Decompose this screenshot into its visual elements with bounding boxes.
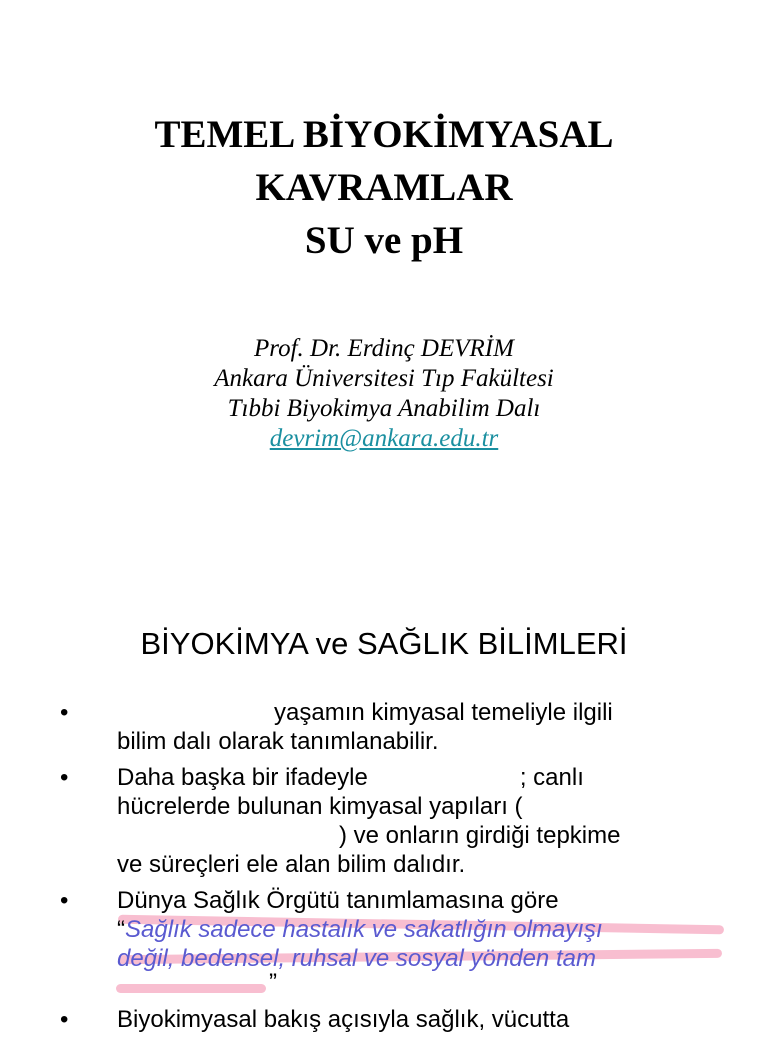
bullet2-line1 <box>117 763 760 792</box>
bullet-item-3 <box>60 886 760 996</box>
bullet3-line1: Dünya Sağlık Örgütü tanımlamasına göre <box>117 887 559 914</box>
bullet4-line1: Biyokimyasal bakış açısıyla sağlık, vücutta <box>117 1006 570 1033</box>
slide2-title: BİYOKİMYA ve SAĞLIK BİLİMLERİ <box>140 626 628 661</box>
bullet2-line1a: Daha başka bir ifadeyle <box>117 764 368 791</box>
title-line-3: SU ve pH <box>304 219 464 262</box>
bullet-list <box>60 698 760 1041</box>
bullet-item-4 <box>60 1005 760 1034</box>
affiliation-department: Tıbbi Biyokimya Anabilim Dalı <box>227 395 541 422</box>
bullet3-quote-line1 <box>117 915 760 944</box>
bullet-marker: • <box>60 887 69 914</box>
affiliation-faculty: Ankara Üniversitesi Tıp Fakültesi <box>214 365 554 392</box>
bullet-item-1 <box>60 698 760 756</box>
bullet-marker: • <box>60 764 69 791</box>
bullet2-line3: ) ve onların girdiği tepkime <box>339 822 621 849</box>
bullet2-line1b: ; canlı <box>519 764 584 791</box>
title-line-2: KAVRAMLAR <box>255 166 513 209</box>
bullet3-quote-line2: değil, bedensel, ruhsal ve sosyal yönden tam <box>117 945 596 972</box>
bullet1-line2: bilim dalı olarak tanımlanabilir. <box>117 728 439 755</box>
email-link[interactable]: devrim@ankara.edu.tr <box>269 425 499 452</box>
quote-text-1: Sağlık sadece hastalık ve sakatlığın olmayışı <box>125 916 603 943</box>
bullet-marker: • <box>60 699 69 726</box>
bullet-marker: • <box>60 1006 69 1033</box>
author-name: Prof. Dr. Erdinç DEVRİM <box>254 335 514 362</box>
title-line-1: TEMEL BİYOKİMYASAL <box>154 113 614 156</box>
author-block <box>0 334 768 454</box>
slide1-title <box>0 108 768 267</box>
bullet1-line1: yaşamın kimyasal temeliyle ilgili <box>274 699 613 726</box>
bullet2-line2: hücrelerde bulunan kimyasal yapıları ( <box>117 793 523 820</box>
open-quote: “ <box>117 916 125 943</box>
bullet-item-2 <box>60 763 760 879</box>
bullet2-line4: ve süreçleri ele alan bilim dalıdır. <box>117 851 466 878</box>
close-quote: ” <box>269 969 277 996</box>
